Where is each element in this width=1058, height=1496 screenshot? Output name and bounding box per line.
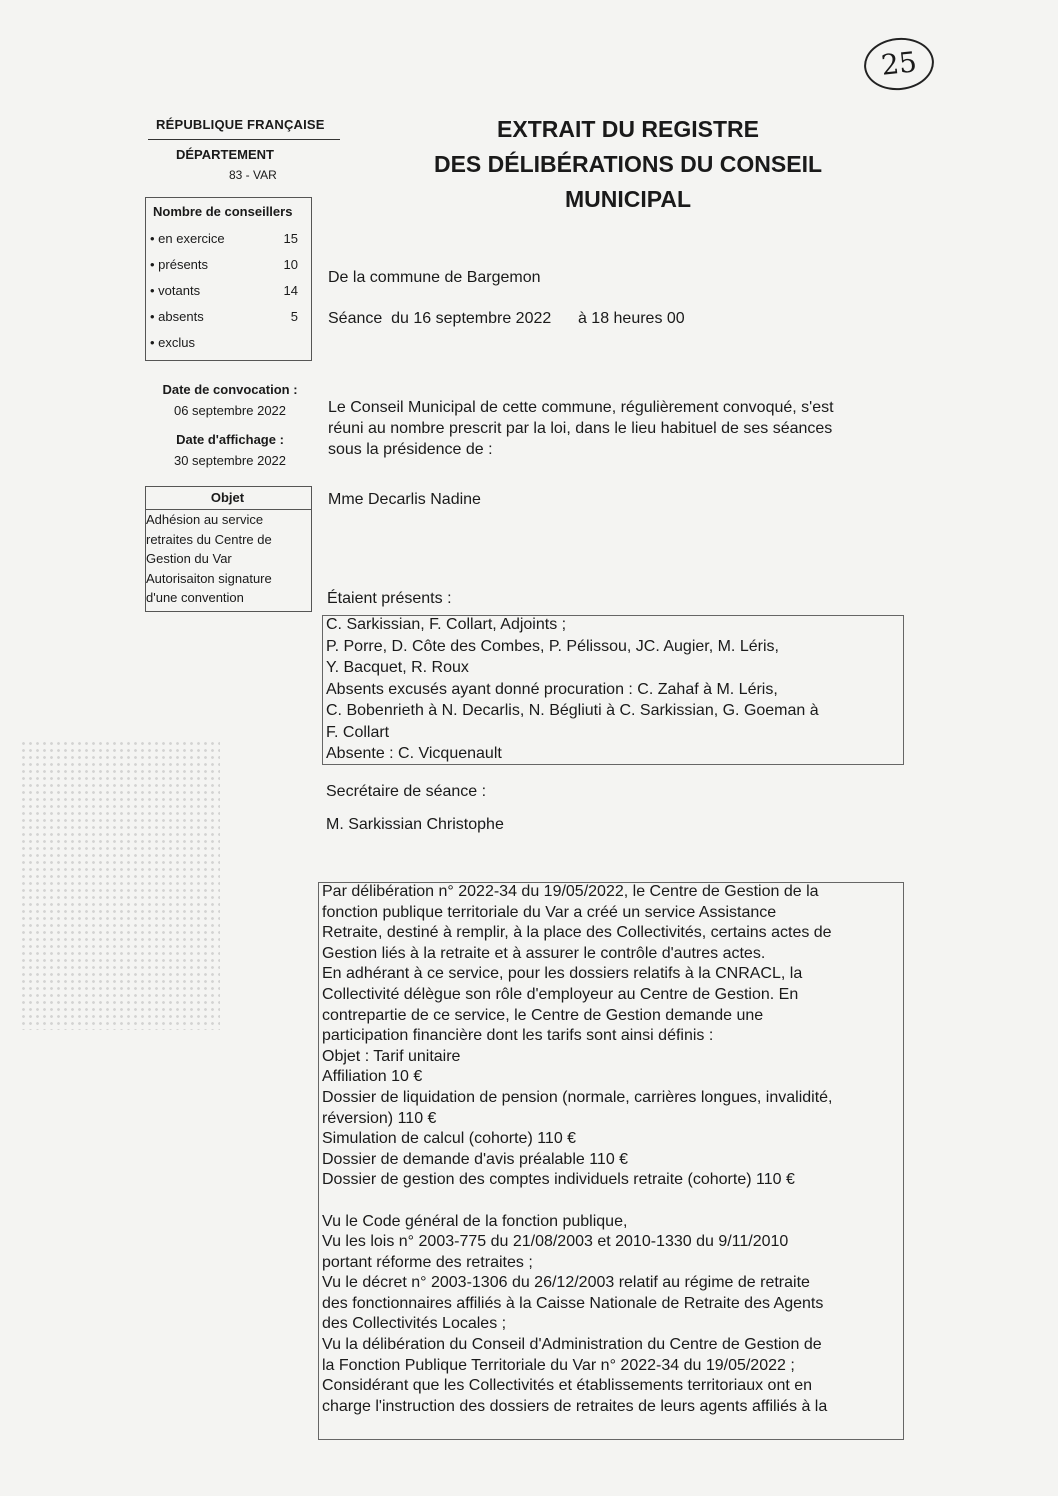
objet-line: Autorisaiton signature	[146, 570, 272, 586]
deliberation-line: Dossier de liquidation de pension (normale, carrières longues, invalidité,	[322, 1088, 833, 1106]
councillor-label: • votants	[150, 283, 201, 298]
stamp-dots	[20, 740, 220, 1030]
councillors-heading: Nombre de conseillers	[153, 204, 293, 219]
objet-line: d'une convention	[146, 590, 244, 605]
councillor-row	[150, 335, 300, 350]
divider	[148, 139, 340, 140]
deliberation-line: Objet : Tarif unitaire	[322, 1047, 461, 1065]
deliberation-line: Par délibération n° 2022-34 du 19/05/2022, le Centre de Gestion de la	[322, 883, 819, 900]
document-title	[400, 112, 856, 217]
deliberation-line: Dossier de demande d'avis préalable 110 €	[322, 1150, 629, 1168]
affichage-label: Date d'affichage :	[176, 432, 284, 447]
councillor-count: 14	[283, 283, 298, 298]
objet-line: retraites du Centre de	[146, 531, 272, 547]
councillor-label: • présents	[150, 257, 209, 272]
commune-line: De la commune de Bargemon	[328, 269, 541, 286]
deliberation-line: Dossier de gestion des comptes individuels retraite (cohorte) 110 €	[322, 1171, 795, 1189]
page-number: 25	[861, 34, 936, 93]
deliberation-line: Collectivité délègue son rôle d'employeur au Centre de Gestion. En	[322, 985, 799, 1003]
deliberation-line: Affiliation 10 €	[322, 1068, 423, 1086]
councillor-row	[150, 257, 300, 272]
deliberation-line: Vu la délibération du Conseil d'Administration du Centre de Gestion de	[322, 1336, 822, 1354]
deliberation-line: la Fonction Publique Territoriale du Var n° 2022-34 du 19/05/2022 ;	[322, 1356, 795, 1374]
president-name: Mme Decarlis Nadine	[328, 491, 481, 508]
attendance-line: C. Sarkissian, F. Collart, Adjoints ;	[326, 616, 567, 633]
deliberation-line: des Collectivités Locales ;	[322, 1315, 507, 1333]
deliberation-line: participation financière dont les tarifs sont ainsi définis :	[322, 1027, 714, 1045]
affichage-date: 30 septembre 2022	[173, 453, 287, 468]
councillor-label: • exclus	[150, 335, 196, 350]
objet-line: Adhésion au service	[146, 512, 264, 527]
title-line: MUNICIPAL	[564, 186, 692, 212]
convocation-label: Date de convocation :	[162, 382, 298, 397]
title-line: EXTRAIT DU REGISTRE	[497, 116, 759, 142]
paragraph-gap	[322, 1191, 900, 1212]
deliberation-line: charge l'instruction des dossiers de retraites de leurs agents affiliés à la	[322, 1397, 828, 1415]
deliberation-line: Gestion liés à la retraite et à assurer le contrôle d'autres actes.	[322, 944, 766, 962]
present-heading: Étaient présents :	[327, 590, 452, 607]
attendance-line: P. Porre, D. Côte des Combes, P. Pélissou, JC. Augier, M. Léris,	[326, 637, 779, 655]
councillor-count: 15	[283, 231, 298, 246]
seance-date: Séance du 16 septembre 2022 à 18 heures 00	[328, 310, 685, 327]
deliberation-line: Considérant que les Collectivités et établissements territoriaux ont en	[322, 1377, 813, 1395]
attendance-line: C. Bobenrieth à N. Decarlis, N. Bégliuti à C. Sarkissian, G. Goeman à	[326, 702, 819, 719]
intro-line: sous la présidence de :	[328, 441, 493, 458]
deliberation-line: Vu le décret n° 2003-1306 du 26/12/2003 relatif au régime de retraite	[322, 1274, 810, 1292]
deliberation-line: contrepartie de ce service, le Centre de Gestion demande une	[322, 1006, 764, 1024]
deliberation-line: Vu le Code général de la fonction publique,	[322, 1212, 628, 1230]
title-line: DES DÉLIBÉRATIONS DU CONSEIL	[433, 151, 823, 177]
councillor-row	[150, 309, 300, 324]
attendance-line: Absente : C. Vicquenault	[326, 745, 502, 762]
objet-text	[146, 510, 308, 608]
deliberation-line: réversion) 110 €	[322, 1109, 437, 1127]
councillor-count: 10	[283, 257, 298, 272]
attendance-line: Absents excusés ayant donné procuration : C. Zahaf à M. Léris,	[326, 680, 778, 698]
deliberation-line: fonction publique territoriale du Var a créé un service Assistance	[322, 903, 777, 921]
attendance-text	[326, 614, 902, 765]
councillor-row	[150, 283, 300, 298]
secretary-name: M. Sarkissian Christophe	[326, 816, 504, 833]
deliberation-line: des fonctionnaires affiliés à la Caisse Nationale de Retraite des Agents	[322, 1294, 824, 1312]
deliberation-line: Vu les lois n° 2003-775 du 21/08/2003 et 2010-1330 du 9/11/2010	[322, 1233, 789, 1251]
councillor-count: 5	[290, 309, 298, 324]
department-label: DÉPARTEMENT	[176, 147, 274, 162]
councillor-label: • en exercice	[150, 231, 225, 246]
department-code: 83 - VAR	[229, 168, 277, 182]
intro-line: réuni au nombre prescrit par la loi, dans le lieu habituel de ses séances	[328, 420, 833, 437]
convocation-date: 06 septembre 2022	[173, 403, 287, 418]
republic-label: RÉPUBLIQUE FRANÇAISE	[156, 117, 325, 132]
deliberation-line: portant réforme des retraites ;	[322, 1253, 533, 1271]
deliberation-line: En adhérant à ce service, pour les dossiers relatifs à la CNRACL, la	[322, 965, 803, 983]
councillor-row	[150, 231, 300, 246]
deliberation-line: Retraite, destiné à remplir, à la place des Collectivités, certains actes de	[322, 924, 832, 942]
deliberation-line: Simulation de calcul (cohorte) 110 €	[322, 1130, 577, 1148]
deliberation-text	[322, 882, 900, 1417]
intro-paragraph	[328, 397, 888, 460]
objet-heading: Objet	[210, 490, 245, 505]
attendance-line: Y. Bacquet, R. Roux	[326, 659, 469, 676]
objet-line: Gestion du Var	[146, 551, 232, 566]
councillor-label: • absents	[150, 309, 204, 324]
secretary-heading: Secrétaire de séance :	[326, 783, 487, 800]
attendance-line: F. Collart	[326, 723, 390, 741]
intro-line: Le Conseil Municipal de cette commune, régulièrement convoqué, s'est	[328, 399, 834, 416]
